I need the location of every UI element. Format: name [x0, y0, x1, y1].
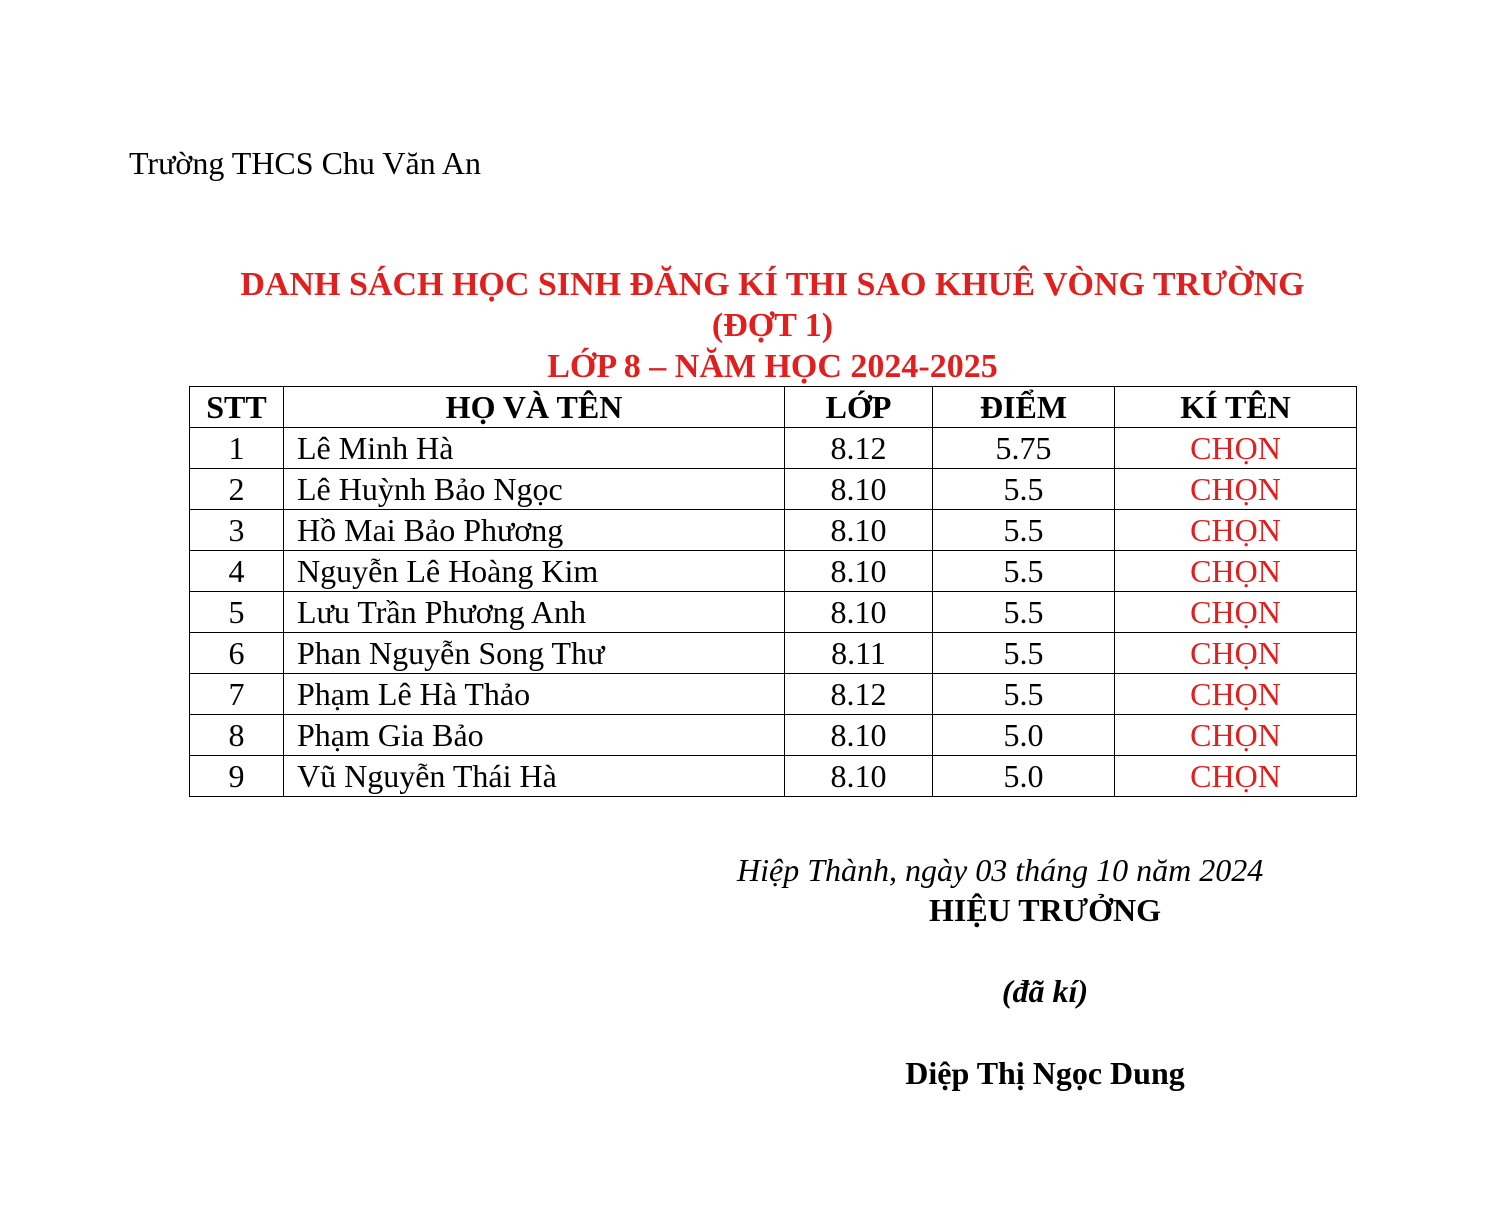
cell-sign: CHỌN	[1115, 428, 1357, 469]
school-name: Trường THCS Chu Văn An	[129, 145, 481, 181]
cell-stt: 1	[190, 428, 284, 469]
cell-class: 8.10	[785, 510, 933, 551]
cell-stt: 9	[190, 756, 284, 797]
cell-stt: 5	[190, 592, 284, 633]
cell-sign: CHỌN	[1115, 592, 1357, 633]
table-row	[190, 469, 1357, 510]
cell-stt: 2	[190, 469, 284, 510]
cell-score: 5.5	[933, 469, 1115, 510]
cell-stt: 3	[190, 510, 284, 551]
cell-sign: CHỌN	[1115, 510, 1357, 551]
header-score: ĐIỂM	[933, 387, 1115, 428]
cell-score: 5.5	[933, 510, 1115, 551]
cell-score: 5.75	[933, 428, 1115, 469]
cell-name: Lê Huỳnh Bảo Ngọc	[284, 469, 785, 510]
table-row	[190, 633, 1357, 674]
table-row	[190, 715, 1357, 756]
table-body	[190, 428, 1357, 797]
header-sign: KÍ TÊN	[1115, 387, 1357, 428]
table-row	[190, 428, 1357, 469]
cell-stt: 8	[190, 715, 284, 756]
cell-score: 5.5	[933, 592, 1115, 633]
cell-class: 8.10	[785, 715, 933, 756]
cell-score: 5.5	[933, 551, 1115, 592]
header-name: HỌ VÀ TÊN	[284, 387, 785, 428]
cell-name: Nguyễn Lê Hoàng Kim	[284, 551, 785, 592]
cell-class: 8.10	[785, 551, 933, 592]
cell-score: 5.5	[933, 674, 1115, 715]
cell-name: Vũ Nguyễn Thái Hà	[284, 756, 785, 797]
cell-name: Phan Nguyễn Song Thư	[284, 633, 785, 674]
cell-name: Hồ Mai Bảo Phương	[284, 510, 785, 551]
cell-sign: CHỌN	[1115, 469, 1357, 510]
cell-sign: CHỌN	[1115, 633, 1357, 674]
cell-stt: 4	[190, 551, 284, 592]
cell-score: 5.0	[933, 715, 1115, 756]
header-stt: STT	[190, 387, 284, 428]
cell-class: 8.12	[785, 674, 933, 715]
cell-stt: 6	[190, 633, 284, 674]
cell-class: 8.10	[785, 592, 933, 633]
header-class: LỚP	[785, 387, 933, 428]
table-header-row	[190, 387, 1357, 428]
table-row	[190, 510, 1357, 551]
cell-sign: CHỌN	[1115, 715, 1357, 756]
student-registration-table	[189, 386, 1357, 797]
cell-sign: CHỌN	[1115, 551, 1357, 592]
cell-name: Lưu Trần Phương Anh	[284, 592, 785, 633]
cell-class: 8.11	[785, 633, 933, 674]
cell-score: 5.5	[933, 633, 1115, 674]
cell-stt: 7	[190, 674, 284, 715]
document-subtitle-round: (ĐỢT 1)	[711, 307, 834, 344]
cell-name: Phạm Lê Hà Thảo	[284, 674, 785, 715]
table-row	[190, 756, 1357, 797]
cell-sign: CHỌN	[1115, 756, 1357, 797]
signer-position: HIỆU TRƯỞNG	[928, 892, 1162, 928]
cell-class: 8.10	[785, 756, 933, 797]
table-row	[190, 551, 1357, 592]
cell-score: 5.0	[933, 756, 1115, 797]
signature-status: (đã kí)	[1001, 973, 1089, 1009]
document-subtitle-grade-year: LỚP 8 – NĂM HỌC 2024-2025	[547, 348, 998, 385]
table-row	[190, 674, 1357, 715]
cell-name: Phạm Gia Bảo	[284, 715, 785, 756]
cell-class: 8.12	[785, 428, 933, 469]
signer-name: Diệp Thị Ngọc Dung	[905, 1055, 1185, 1091]
document-title: DANH SÁCH HỌC SINH ĐĂNG KÍ THI SAO KHUÊ VÒNG TRƯỜNG	[240, 266, 1305, 303]
cell-name: Lê Minh Hà	[284, 428, 785, 469]
cell-class: 8.10	[785, 469, 933, 510]
table-row	[190, 592, 1357, 633]
cell-sign: CHỌN	[1115, 674, 1357, 715]
place-and-date: Hiệp Thành, ngày 03 tháng 10 năm 2024	[737, 852, 1264, 888]
